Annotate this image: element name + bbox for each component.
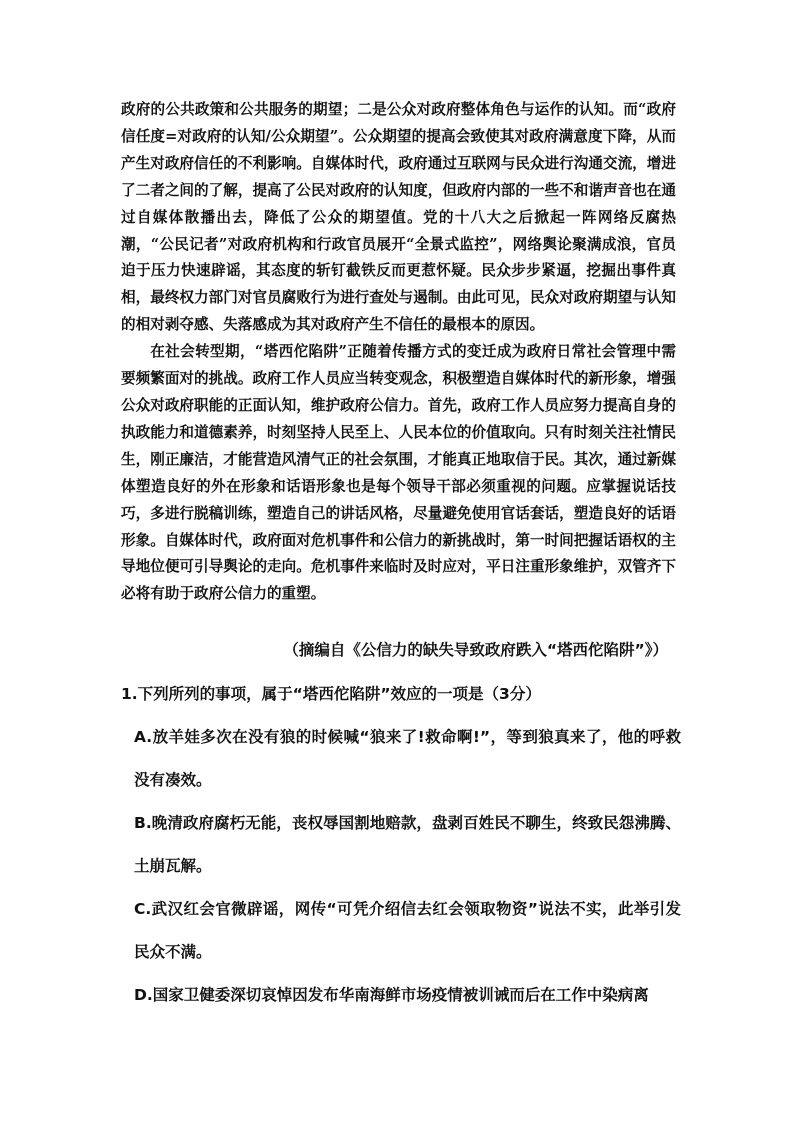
option-a: A.放羊娃多次在没有狼的时候喊“狼来了!救命啊!”，等到狼真来了，他的呼救没有凑效。 xyxy=(134,728,681,789)
paragraph-countermeasures: 在社会转型期，“塔西佗陷阱”正随着传播方式的变迁成为政府日常社会管理中需要频繁面对的挑战。政府工作人员应当转变观念，积极塑造自媒体时代的新形象，增强公众对政府职能的正面认知，维护政府公信力。首先，政府工作人员应努力提高自身的执政能力和道德素养，时刻坚持人民至上、人民本位的价值取向。只有时刻关注社情民生，刚正廉洁，才能营造风清气正的社会氛围，才能真正地取信于民。其次，通过新媒体塑造良好的外在形象和话语形象也是每个领导干部必须重视的问题。应掌握说话技巧，多进行脱稿训练，塑造自己的讲话风格，尽量避免使用官话套话，塑造良好的话语形象。自媒体时代，政府面对危机事件和公信力的新挑战时，第一时间把握话语权的主导地位便可引导舆论的走向。危机事件来临时及时应对，平日注重形象维护，双管齐下必将有助于政府公信力的重塑。 xyxy=(121,343,676,603)
option-c: C.武汉红会官微辟谣，网传“可凭介绍信去红会领取物资”说法不实，此举引发民众不满。 xyxy=(134,900,681,961)
option-b: B.晚清政府腐朽无能，丧权辱国割地赔款，盘剥百姓民不聊生，终致民怨沸腾、土崩瓦解。 xyxy=(134,814,681,875)
article-body xyxy=(121,97,676,608)
source-citation: （摘编自《公信力的缺失导致政府跌入“塔西佗陷阱”》） xyxy=(283,641,668,659)
question-1 xyxy=(121,680,681,1017)
paragraph-continued: 政府的公共政策和公共服务的期望；二是公众对政府整体角色与运作的认知。而“政府信任度=对政府的认知/公众期望”。公众期望的提高会致使其对政府满意度下降，从而产生对政府信任的不利影响。自媒体时代，政府通过互联网与民众进行沟通交流，增进了二者之间的了解，提高了公民对政府的认知度，但政府内部的一些不和谐声音也在通过自媒体散播出去，降低了公众的期望值。党的十八大之后掀起一阵网络反腐热潮，“公民记者”对政府机构和行政官员展开“全景式监控”，网络舆论聚满成浪，官员迫于压力快速辟谣，其态度的斩钉截铁反而更惹怀疑。民众步步紧逼，挖掘出事件真相，最终权力部门对官员腐败行为进行查处与遏制。由此可见，民众对政府期望与认知的相对剥夺感、失落感成为其对政府产生不信任的最根本的原因。 xyxy=(121,101,676,334)
option-d: D.国家卫健委深切哀悼因发布华南海鲜市场疫情被训诫而后在工作中染病离 xyxy=(134,986,649,1004)
question-stem: 1.下列所列的事项，属于“塔西佗陷阱”效应的一项是（3分） xyxy=(121,685,541,703)
